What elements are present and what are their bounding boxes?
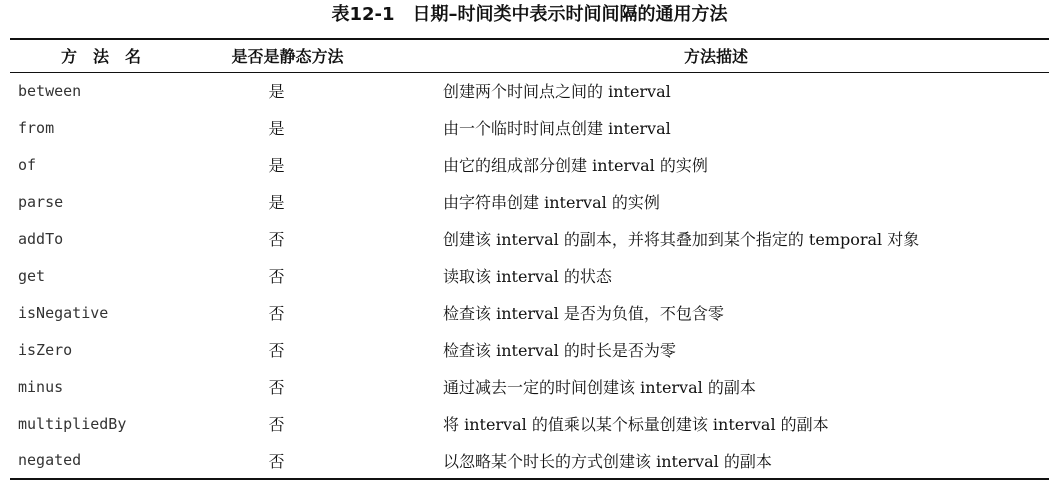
is-static-cell: 是 <box>268 119 285 138</box>
description-cell: 创建两个时间点之间的 interval <box>443 82 671 102</box>
table-caption <box>0 4 1059 26</box>
method-name-cell: multipliedBy <box>18 414 127 433</box>
description-cell: 创建该 interval 的副本，并将其叠加到某个指定的 temporal 对象 <box>443 230 920 249</box>
is-static-cell: 否 <box>268 304 285 323</box>
is-static-cell: 是 <box>268 82 285 102</box>
table-title: 日期–时间类中表示时间间隔的通用方法 <box>412 4 728 25</box>
description-cell: 以忽略某个时长的方式创建该 interval 的副本 <box>443 451 772 471</box>
method-name-cell: minus <box>18 377 64 396</box>
table-row <box>10 405 1049 442</box>
method-name-cell: from <box>18 118 55 137</box>
table-row <box>10 109 1049 146</box>
table-row <box>10 146 1049 183</box>
is-static-cell: 否 <box>268 267 285 286</box>
description-cell: 由一个临时时间点创建 interval <box>443 119 671 138</box>
header-description: 方法描述 <box>683 47 748 67</box>
header-is-static: 是否是静态方法 <box>231 47 344 67</box>
description-cell: 检查该 interval 是否为负值，不包含零 <box>443 304 724 323</box>
header-method-name: 方 法 名 <box>60 47 141 67</box>
methods-table <box>10 38 1049 480</box>
is-static-cell: 是 <box>268 156 285 175</box>
method-name-cell: between <box>18 81 82 100</box>
method-name-cell: isNegative <box>18 303 109 322</box>
is-static-cell: 否 <box>268 230 285 249</box>
method-name-cell: get <box>18 266 46 285</box>
table-row <box>10 183 1049 220</box>
description-cell: 检查该 interval 的时长是否为零 <box>443 341 676 360</box>
description-cell: 读取该 interval 的状态 <box>443 267 612 286</box>
is-static-cell: 否 <box>268 415 285 434</box>
description-cell: 由它的组成部分创建 interval 的实例 <box>443 156 708 175</box>
method-name-cell: isZero <box>18 340 73 359</box>
header-row <box>10 39 1049 72</box>
method-name-cell: negated <box>18 451 82 469</box>
is-static-cell: 是 <box>268 193 285 212</box>
table-number: 表12-1 <box>331 4 395 25</box>
description-cell: 由字符串创建 interval 的实例 <box>443 193 660 212</box>
table-row <box>10 257 1049 294</box>
is-static-cell: 否 <box>268 378 285 397</box>
table-row <box>10 331 1049 368</box>
description-cell: 将 interval 的值乘以某个标量创建该 interval 的副本 <box>443 415 829 434</box>
method-name-cell: addTo <box>18 229 64 248</box>
table-row <box>10 442 1049 479</box>
is-static-cell: 否 <box>268 341 285 360</box>
description-cell: 通过减去一定的时间创建该 interval 的副本 <box>443 378 756 397</box>
table-row <box>10 368 1049 405</box>
table-row <box>10 294 1049 331</box>
is-static-cell: 否 <box>268 451 285 471</box>
method-name-cell: of <box>18 155 37 174</box>
table-row <box>10 220 1049 257</box>
method-name-cell: parse <box>18 192 64 211</box>
table-row <box>10 72 1049 109</box>
